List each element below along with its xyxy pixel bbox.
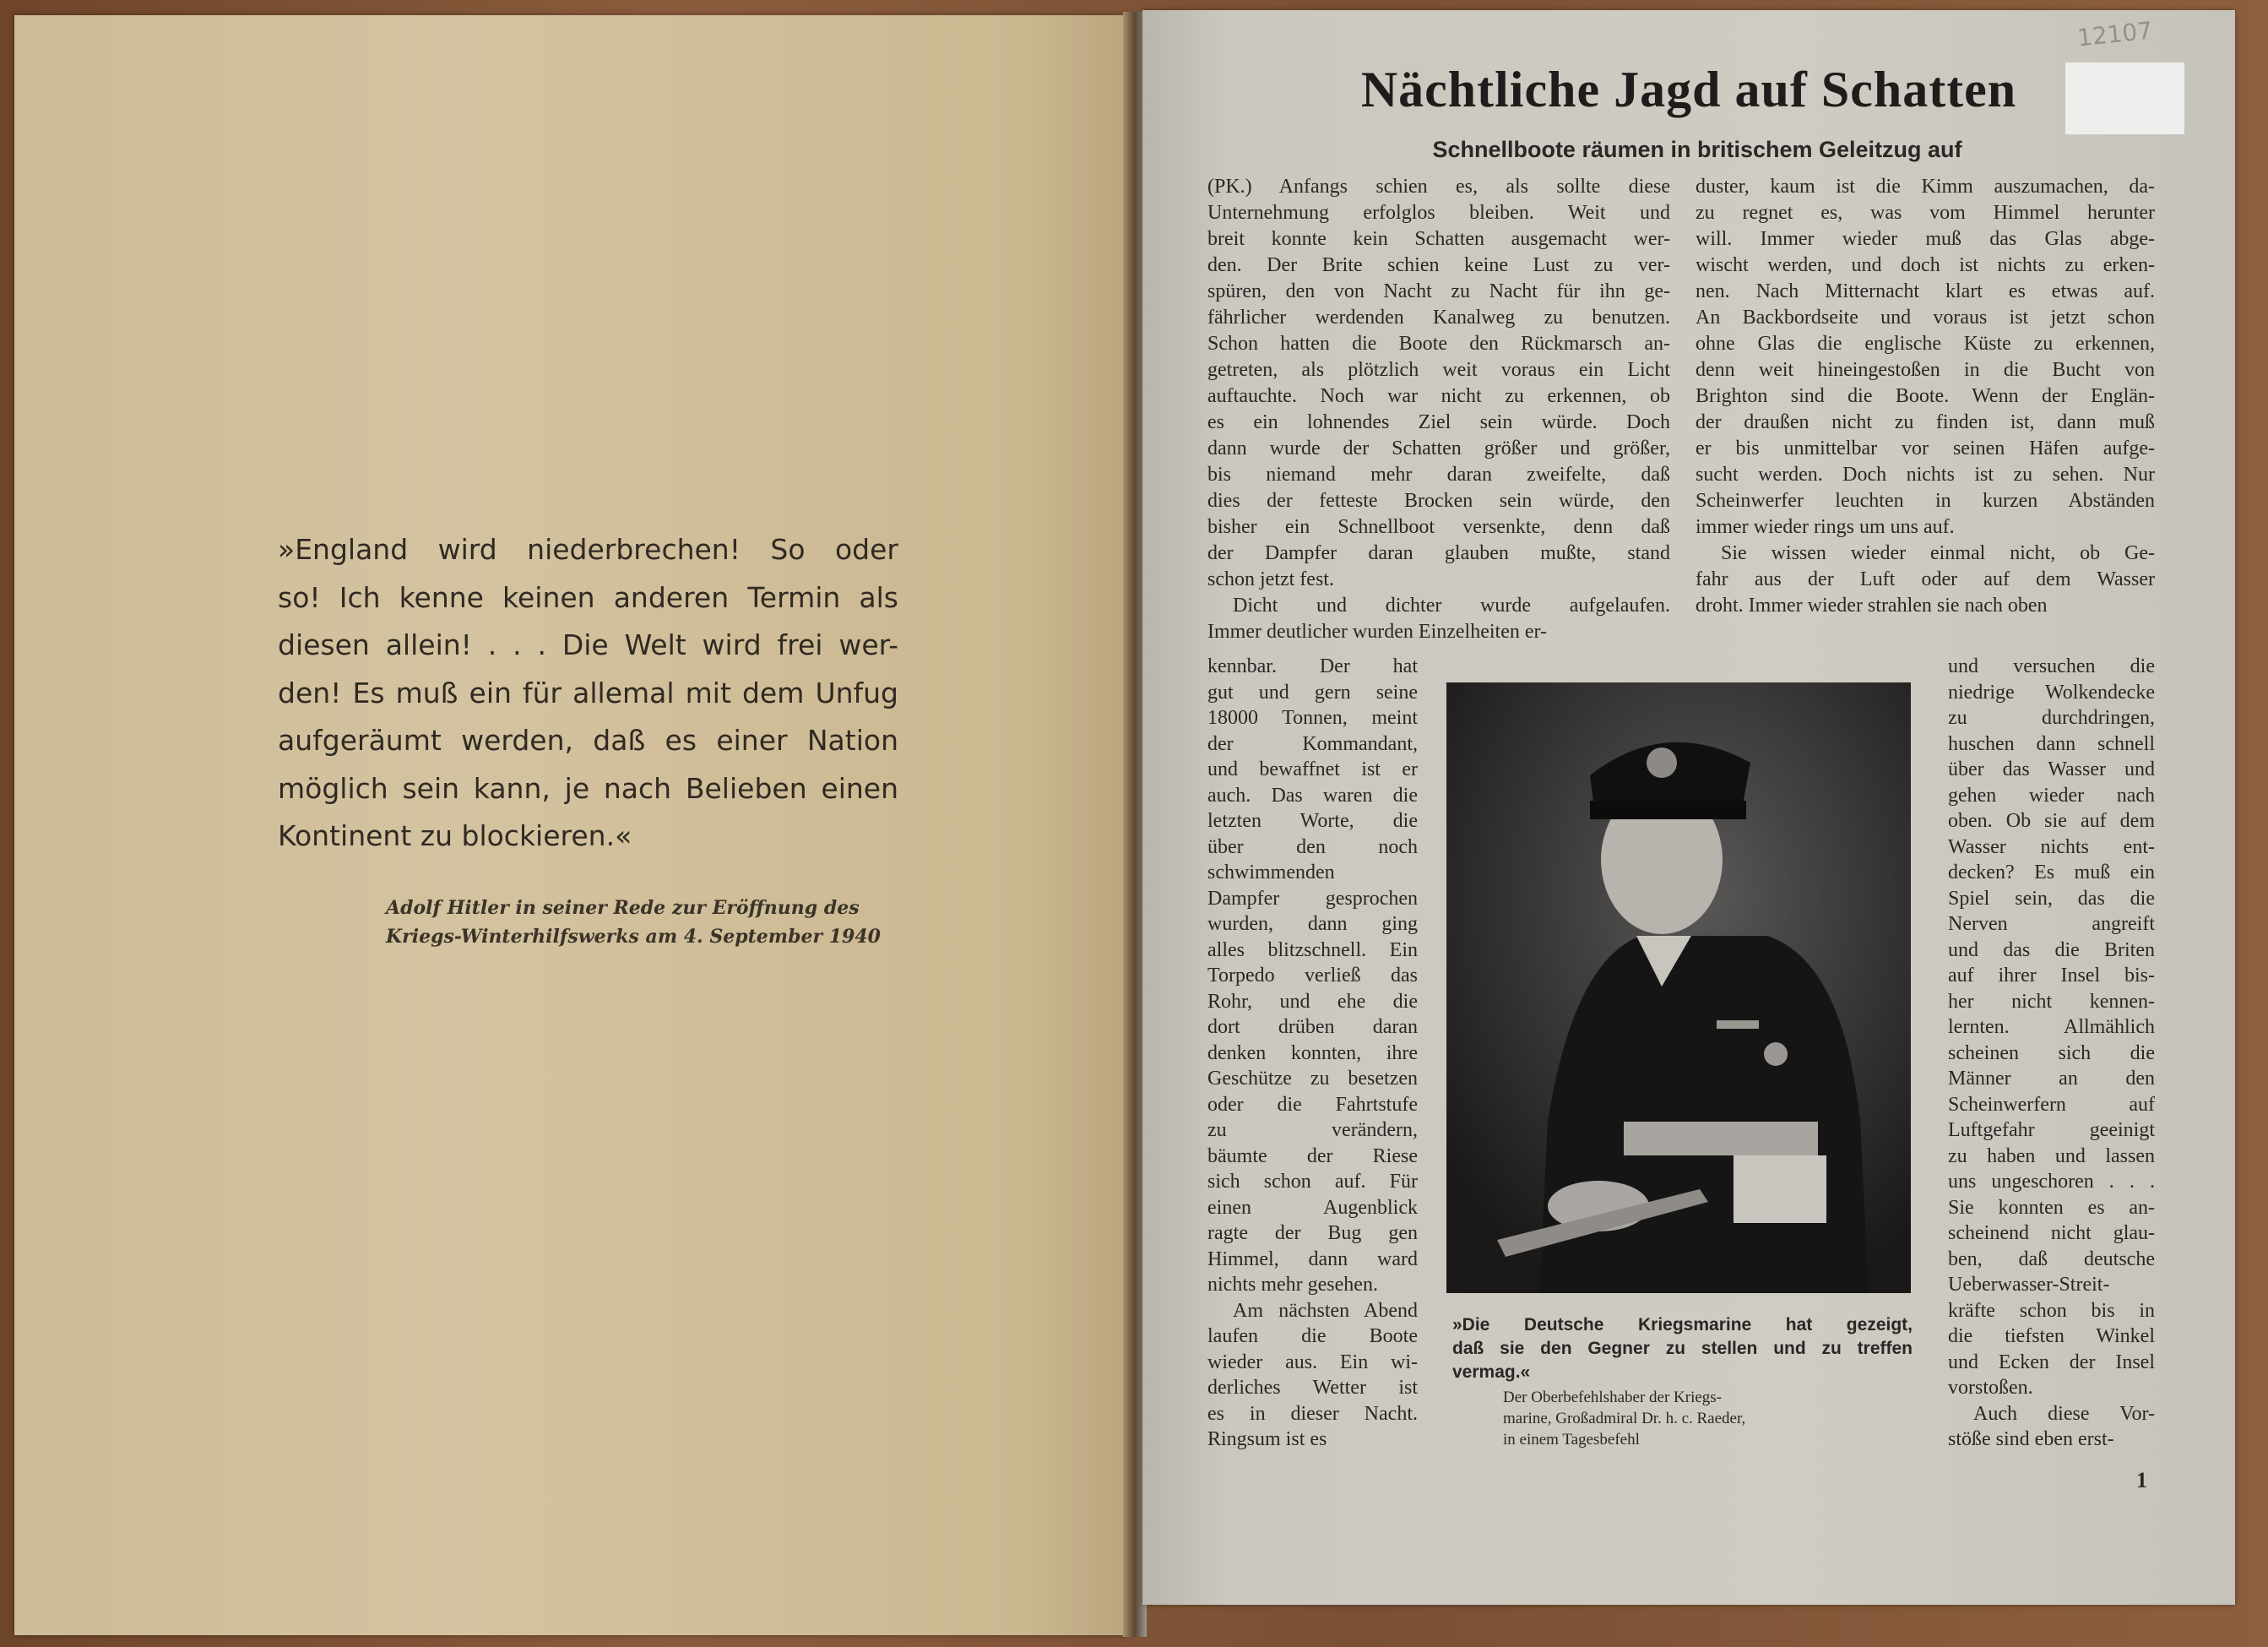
text-line: ben, daß deutsche (1948, 1247, 2155, 1270)
text-line: alles blitzschnell. Ein (1207, 938, 1418, 961)
text-line: decken? Es muß ein (1948, 862, 2155, 883)
text-line: uns ungeschoren . . . (1948, 1171, 2155, 1193)
text-line: Himmel, dann ward (1207, 1247, 1418, 1270)
text-column-right (1696, 174, 2155, 619)
text-line: will. Immer wieder muß das Glas abge- (1696, 228, 2155, 250)
text-line: sich schon auf. Für (1207, 1171, 1418, 1193)
text-line: über das Wasser und (1948, 758, 2155, 780)
text-line: (PK.) Anfangs schien es, als sollte diese (1207, 176, 1670, 198)
text-line: vermag.« (1452, 1362, 1531, 1382)
text-line: nen. Nach Mitternacht klart es etwas auf. (1696, 280, 2155, 302)
text-line: Sie konnten es an- (1948, 1196, 2155, 1219)
text-line: auf ihrer Insel bis- (1948, 965, 2155, 987)
text-line: möglich sein kann, je nach Belieben einen (278, 771, 898, 805)
admiral-portrait-image (1446, 682, 1911, 1293)
text-line: dann wurde der Schatten größer und größer, (1207, 438, 1670, 459)
text-line: letzten Worte, die (1207, 810, 1418, 832)
text-line: Brighton sind die Boote. Wenn der Englän- (1696, 385, 2155, 407)
text-line: Der Oberbefehlshaber der Kriegs- (1503, 1389, 1723, 1406)
text-line: An Backbordseite und voraus ist jetzt schon (1696, 307, 2155, 329)
text-line: es in dieser Nacht. (1207, 1402, 1418, 1425)
text-line: Geschütze zu besetzen (1207, 1068, 1418, 1090)
portrait-photo-admiral (1446, 682, 1911, 1293)
text-line: der draußen nicht zu finden ist, dann muß (1696, 411, 2155, 433)
text-line: Dampfer gesprochen (1207, 887, 1418, 910)
text-line: Luftgefahr geeinigt (1948, 1119, 2155, 1141)
text-line: Männer an den (1948, 1068, 2155, 1090)
text-line: bis niemand mehr daran zweifelte, daß (1207, 464, 1670, 486)
text-line: daß sie den Gegner zu stellen und zu treffen (1452, 1339, 1913, 1358)
text-line: dort drüben daran (1207, 1016, 1418, 1038)
text-line: ragte der Bug gen (1207, 1222, 1418, 1244)
text-line: lernten. Allmählich (1948, 1016, 2155, 1038)
text-line: fahr aus der Luft oder auf dem Wasser (1696, 568, 2155, 590)
text-line: Ueberwasser-Streit- (1948, 1274, 2110, 1296)
text-line: Immer deutlicher wurden Einzelheiten er- (1207, 621, 1547, 643)
text-line: Schon hatten die Boote den Rückmarsch an- (1207, 333, 1670, 355)
text-line: zu haben und lassen (1948, 1144, 2155, 1167)
text-line: und das die Briten (1948, 938, 2155, 961)
text-line: Ringsum ist es (1207, 1428, 1327, 1450)
text-line: Rohr, und ehe die (1207, 990, 1418, 1013)
text-line: dies der fetteste Brocken sein würde, den (1207, 490, 1670, 512)
text-line: duster, kaum ist die Kimm auszumachen, da- (1696, 176, 2155, 198)
text-line: »Die Deutsche Kriegsmarine hat gezeigt, (1452, 1315, 1913, 1334)
text-line: einen Augenblick (1207, 1196, 1418, 1219)
white-label-patch (2065, 63, 2184, 134)
text-line: den! Es muß ein für allemal mit dem Unfug (278, 676, 898, 709)
text-line: und versuchen die (1948, 655, 2155, 677)
text-line: Am nächsten Abend (1233, 1299, 1418, 1322)
photo-caption-quote (1452, 1313, 1913, 1384)
text-line: zu verändern, (1207, 1119, 1418, 1141)
text-line: immer wieder rings um uns auf. (1696, 516, 1955, 538)
text-column-right-narrow (1948, 654, 2155, 1453)
text-line: denn weit hineingestoßen in die Bucht von (1696, 359, 2155, 381)
text-line: laufen die Boote (1207, 1325, 1418, 1347)
text-line: Kontinent zu blockieren.« (278, 819, 632, 852)
text-line: den. Der Brite schien keine Lust zu ver- (1207, 254, 1670, 276)
text-line: aufgeräumt werden, daß es einer Nation (278, 724, 898, 757)
text-line: ohne Glas die englische Küste zu erkennen, (1696, 333, 2155, 355)
text-line: wischt werden, und doch ist nichts zu erken- (1696, 254, 2155, 276)
text-line: sucht werden. Doch nichts ist zu sehen. Nur (1696, 464, 2155, 486)
text-line: über den noch (1207, 835, 1418, 858)
text-line: schwimmenden (1207, 862, 1335, 883)
text-line: so! Ich kenne keinen anderen Termin als (278, 580, 898, 614)
text-column-left (1207, 174, 1670, 645)
text-line: scheinen sich die (1948, 1041, 2155, 1064)
handwritten-note: 12107 (2075, 16, 2154, 52)
text-line: Auch diese Vor- (1973, 1402, 2155, 1425)
text-line: marine, Großadmiral Dr. h. c. Raeder, (1503, 1410, 1746, 1427)
text-line: wurden, dann ging (1207, 913, 1418, 935)
text-line: breit konnte kein Schatten ausgemacht wer- (1207, 228, 1670, 250)
paragraph (1696, 174, 2155, 541)
text-line: derliches Wetter ist (1207, 1377, 1418, 1399)
text-line: gut und gern seine (1207, 681, 1418, 704)
text-line: niedrige Wolkendecke (1948, 681, 2155, 704)
text-line: zu durchdringen, (1948, 707, 2155, 729)
hitler-quote (278, 526, 898, 861)
text-line: Kriegs-Winterhilfswerks am 4. September 1940 (386, 926, 881, 948)
paragraph (1948, 654, 2155, 1401)
photo-caption-source (1503, 1387, 1911, 1450)
paragraph (1207, 593, 1670, 645)
text-line: oben. Ob sie auf dem (1948, 810, 2155, 832)
text-line: spüren, den von Nacht zu Nacht für ihn ge- (1207, 280, 1670, 302)
text-line: stöße sind eben erst- (1948, 1428, 2114, 1450)
article-subtitle: Schnellboote räumen in britischem Geleitzug auf (1432, 137, 1962, 162)
text-line: her nicht kennen- (1948, 990, 2155, 1013)
text-column-left-narrow (1207, 654, 1418, 1453)
text-line: Nerven angreift (1948, 913, 2155, 935)
text-line: und Ecken der Insel (1948, 1351, 2155, 1373)
paragraph (1948, 1401, 2155, 1453)
page-number: 1 (2136, 1468, 2147, 1492)
text-line: es ein lohnendes Ziel sein würde. Doch (1207, 411, 1670, 433)
text-line: auftauchte. Noch war nicht zu erkennen, ob (1207, 385, 1670, 407)
text-line: diesen allein! . . . Die Welt wird frei wer- (278, 628, 898, 661)
text-line: der Kommandant, (1207, 732, 1418, 755)
text-line: bäumte der Riese (1207, 1144, 1418, 1167)
text-line: Scheinwerfern auf (1948, 1093, 2155, 1116)
paragraph (1207, 654, 1418, 1298)
text-line: fährlicher werdenden Kanalweg zu benutzen. (1207, 307, 1670, 329)
text-line: Unternehmung erfolglos bleiben. Weit und (1207, 202, 1670, 224)
text-line: oder die Fahrtstufe (1207, 1093, 1418, 1116)
text-line: schon jetzt fest. (1207, 568, 1334, 590)
text-line: Wasser nichts ent- (1948, 835, 2155, 858)
text-line: 18000 Tonnen, meint (1207, 707, 1418, 729)
text-line: kräfte schon bis in (1948, 1299, 2155, 1322)
text-line: der Dampfer daran glauben mußte, stand (1207, 542, 1670, 564)
text-line: in einem Tagesbefehl (1503, 1431, 1640, 1449)
text-line: droht. Immer wieder strahlen sie nach oben (1696, 595, 2048, 617)
quote-attribution (386, 894, 936, 951)
text-line: wieder aus. Ein wi- (1207, 1351, 1418, 1373)
text-line: und bewaffnet ist er (1207, 758, 1418, 780)
text-line: denken konnten, ihre (1207, 1041, 1418, 1064)
text-line: »England wird niederbrechen! So oder (278, 533, 898, 566)
text-line: er bis unmittelbar vor seinen Häfen aufge- (1696, 438, 2155, 459)
article-title: Nächtliche Jagd auf Schatten (1360, 62, 2017, 117)
text-line: die tiefsten Winkel (1948, 1325, 2155, 1347)
text-line: getreten, als plötzlich weit voraus ein Licht (1207, 359, 1670, 381)
text-line: huschen dann schnell (1948, 732, 2155, 755)
text-line: bisher ein Schnellboot versenkte, denn daß (1207, 516, 1670, 538)
text-line: kennbar. Der hat (1207, 655, 1418, 677)
text-line: Scheinwerfer leuchten in kurzen Abständen (1696, 490, 2155, 512)
text-line: vorstoßen. (1948, 1377, 2033, 1399)
left-page (14, 15, 1131, 1635)
text-line: Torpedo verließ das (1207, 965, 1418, 987)
text-line: Sie wissen wieder einmal nicht, ob Ge- (1721, 542, 2155, 564)
text-line: auch. Das waren die (1207, 784, 1418, 807)
text-line: Spiel sein, das die (1948, 887, 2155, 910)
text-line: Dicht und dichter wurde aufgelaufen. (1233, 595, 1670, 617)
text-line: gehen wieder nach (1948, 784, 2155, 807)
paragraph (1696, 541, 2155, 619)
paragraph (1207, 1298, 1418, 1453)
text-line: scheinend nicht glau- (1948, 1222, 2155, 1244)
text-line: nichts mehr gesehen. (1207, 1274, 1378, 1296)
paragraph (1207, 174, 1670, 593)
text-line: zu regnet es, was vom Himmel herunter (1696, 202, 2155, 224)
text-line: Adolf Hitler in seiner Rede zur Eröffnung des (386, 897, 860, 919)
